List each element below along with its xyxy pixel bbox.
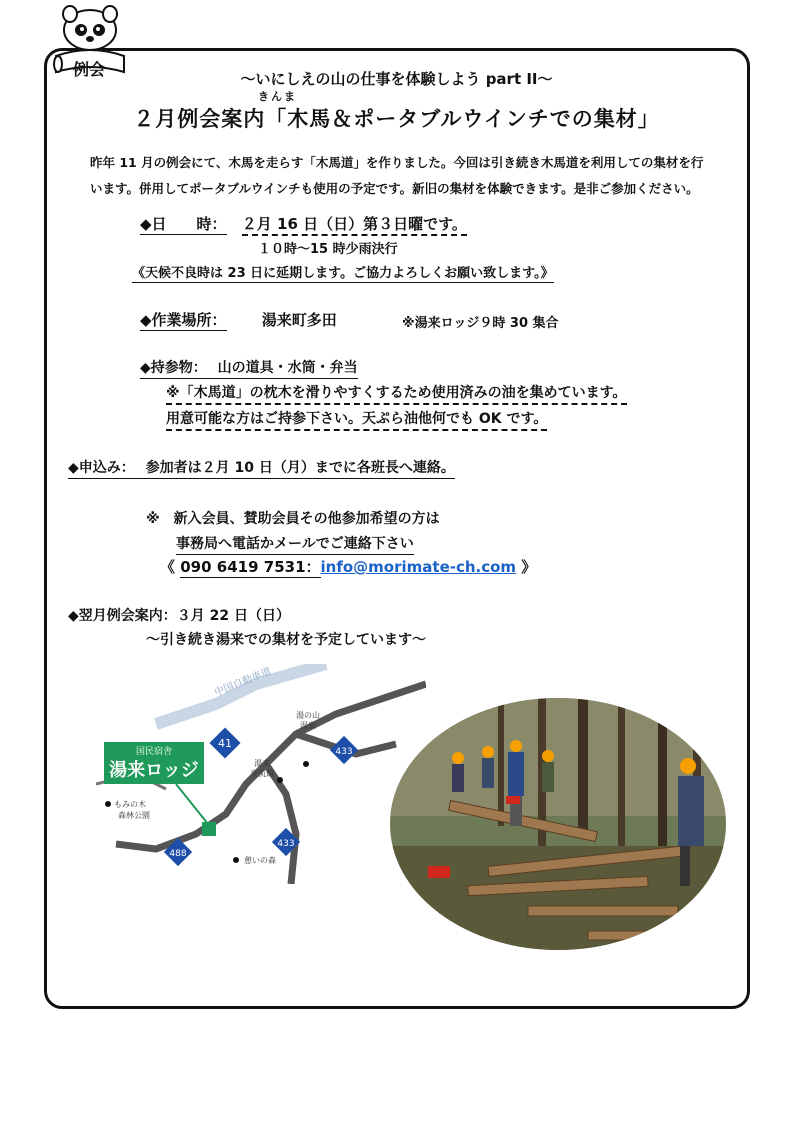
apply-row bbox=[68, 457, 455, 479]
subtitle: ～いにしえの山の仕事を体験しよう part II～ bbox=[240, 70, 553, 88]
date-time: １０時～15 時少雨決行 bbox=[258, 242, 398, 257]
place-row bbox=[140, 309, 337, 330]
intro-line-2: います。併用してポータブルウインチも使用の予定です。新旧の集材を体験できます。是非ご参加ください。 bbox=[90, 181, 699, 196]
sign-main: 湯来ロッジ bbox=[109, 760, 199, 781]
badge-label: 例会 bbox=[73, 60, 106, 79]
place-label: ◆作業場所： bbox=[140, 311, 227, 329]
place-value: 湯来町多田 bbox=[261, 311, 337, 329]
items-value: 山の道具・水筒・弁当 bbox=[217, 360, 358, 376]
label-spa: 湯来 bbox=[254, 759, 270, 768]
email-link[interactable]: info@morimate-ch.com bbox=[320, 558, 517, 576]
sign-top: 国民宿舎 bbox=[135, 747, 173, 757]
apply-value: 参加者は２月 10 日（月）までに各班長へ連絡。 bbox=[145, 460, 455, 476]
highway-label: 中国自動車道 bbox=[213, 666, 273, 699]
lodge-marker bbox=[202, 822, 216, 836]
next-meeting-note: ～引き続き湯来での集材を予定しています～ bbox=[146, 632, 426, 648]
route-433-b: 433 bbox=[277, 839, 295, 849]
route-488: 488 bbox=[169, 849, 187, 859]
label-park: もみの木 bbox=[114, 800, 146, 809]
date-label: ◆日 時： bbox=[140, 215, 227, 233]
forest-work-image bbox=[388, 696, 728, 952]
label-spa-2: 交流館 bbox=[250, 769, 274, 778]
route-433-a: 433 bbox=[335, 747, 353, 757]
items-label: ◆持参物： bbox=[140, 360, 207, 376]
intro-line-1: 昨年 11 月の例会にて、木馬を走らす「木馬道」を作りました。今回は引き続き木馬道を利用しての集材を行 bbox=[90, 155, 704, 170]
page-title: ２月例会案内「木馬＆ポータブルウインチでの集材」 bbox=[133, 107, 660, 131]
contact-row bbox=[160, 556, 536, 577]
place-note: ※湯来ロッジ９時 30 集合 bbox=[402, 316, 559, 331]
date-row bbox=[140, 213, 467, 234]
intro-text bbox=[90, 150, 703, 202]
route-41: 41 bbox=[218, 737, 232, 750]
apply-note-2: 事務局へ電話かメールでご連絡下さい bbox=[176, 533, 414, 555]
map-graphic bbox=[96, 664, 426, 884]
phone-number: 090 6419 7531： bbox=[180, 558, 321, 576]
label-mori: 憩いの森 bbox=[244, 856, 276, 865]
label-park-2: 森林公園 bbox=[118, 811, 150, 820]
contact-open: 《 bbox=[160, 558, 176, 576]
label-onsen: 湯の山 bbox=[296, 711, 320, 720]
label-onsen-2: 温泉 bbox=[300, 721, 316, 730]
date-value: ２月 16 日（日）第３日曜です。 bbox=[242, 215, 467, 236]
items-note-2: 用意可能な方はご持参下さい。天ぷら油他何でも OK です。 bbox=[166, 408, 547, 431]
access-map bbox=[96, 664, 426, 884]
forest-photo bbox=[388, 696, 728, 952]
title-ruby: きんま bbox=[258, 90, 297, 103]
date-note: 《天候不良時は 23 日に延期します。ご協力よろしくお願い致します。》 bbox=[132, 262, 554, 283]
items-row bbox=[140, 357, 358, 379]
next-meeting: ◆翌月例会案内：３月 22 日（日） bbox=[68, 608, 290, 624]
contact-close: 》 bbox=[521, 558, 537, 576]
apply-label: ◆申込み： bbox=[68, 460, 135, 476]
apply-note-1: ※ 新入会員、賛助会員その他参加希望の方は bbox=[146, 511, 440, 527]
items-note-1: ※「木馬道」の枕木を滑りやすくするため使用済みの油を集めています。 bbox=[166, 382, 627, 405]
